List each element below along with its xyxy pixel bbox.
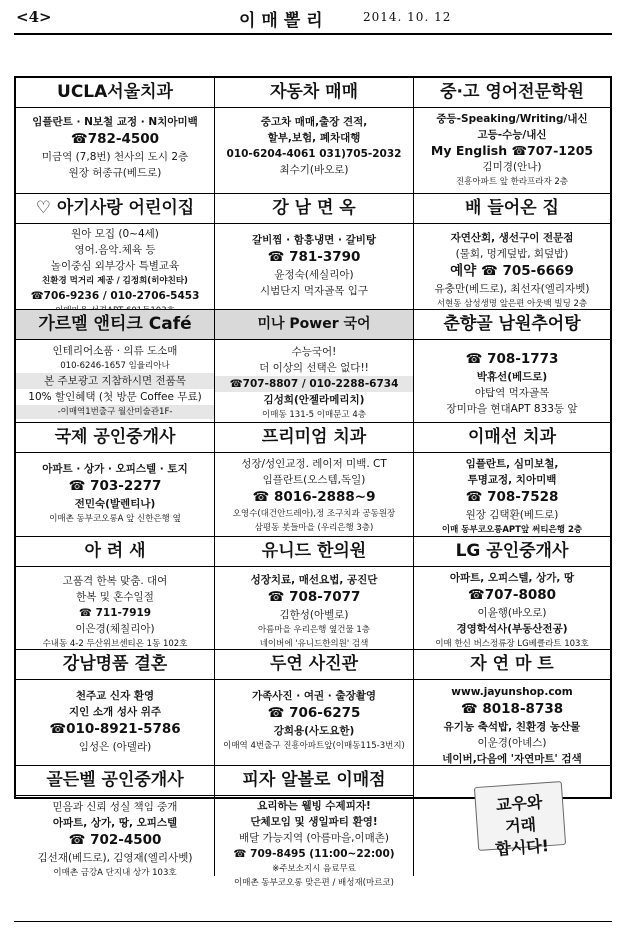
ad-line: 중등-Speaking/Writing/내신 [436, 113, 588, 125]
stamp-line: 합시다! [494, 836, 550, 859]
ad-phone: 예약 ☎ 705-6669 [450, 263, 574, 279]
ad-title: 아 려 새 [16, 537, 214, 567]
ad-line: 원아 모집 (0~4세) [71, 228, 159, 240]
ad-line: 강희용(사도요한) [273, 725, 355, 737]
ad-line: 박휴선(베드로) [476, 371, 548, 383]
ad-line: 유충만(베드로), 최선자(엘리자벳) [434, 283, 590, 295]
ad-unid-clinic [215, 537, 414, 650]
ad-gangnam-myeonok [215, 194, 414, 310]
ad-line: 김한성(아벨로) [279, 609, 349, 621]
ad-line: 이매촌 동부코오롱 맞은편 / 배성재(마르코) [234, 878, 394, 888]
ad-line: 오영수(대건안드레아),정 조구치과 공동원장 [232, 509, 396, 519]
ad-line: 수내동 4-2 두산위브센티온 1동 102호 [42, 639, 188, 649]
ad-line: 가족사진 · 여권 · 출장촬영 [251, 690, 377, 702]
ad-title: LG 공인중개사 [414, 537, 610, 567]
ad-phone: ☎ 706-6275 [267, 705, 361, 721]
ad-line: 시범단지 먹자골목 입구 [259, 285, 369, 297]
ad-line: 요리하는 웰빙 수제피자! [257, 800, 371, 812]
ad-phone: ☎ 702-4500 [68, 832, 162, 848]
ad-ucla-dental [16, 78, 215, 194]
ad-line: 투명교정, 치아미백 [467, 474, 557, 486]
ad-title: UCLA서울치과 [16, 78, 214, 108]
ad-title: 유니드 한의원 [215, 537, 413, 567]
ad-line: 이매 동부코오롱APT앞 써티은행 2층 [441, 525, 583, 535]
ad-title: 골든벨 공인중개사 [16, 766, 214, 796]
ad-title: 배 들어온 집 [414, 194, 610, 224]
ad-line: 아파트, 상가, 땅, 오피스텔 [52, 817, 178, 829]
ad-title: 미나 Power 국어 [215, 310, 413, 340]
ad-line: 이윤행(바오로) [477, 607, 547, 619]
ad-line: 네이버에 '유니드한의원' 검색 [259, 639, 369, 649]
ad-line: 장미마을 현대APT 833동 앞 [446, 403, 578, 415]
ad-title: 이매선 치과 [414, 423, 610, 453]
ad-line: 이운경(아녜스) [477, 737, 547, 749]
ad-line: 영어.음악.체육 등 [74, 244, 156, 256]
ad-line: 임플란트, 심미보철, [465, 458, 559, 470]
ad-phone: ☎ 708-7077 [267, 589, 361, 605]
ad-line: 더 이상의 선택은 없다!! [259, 362, 369, 374]
ad-line: 임성은 (아델라) [78, 741, 152, 753]
ad-line: 아파트, 오피스텔, 상가, 땅 [449, 572, 575, 584]
ad-line: 중고차 매매,출장 견적, [260, 116, 368, 128]
ad-title: 국제 공인중개사 [16, 423, 214, 453]
ad-title: 자동차 매매 [215, 78, 413, 108]
trade-stamp [474, 781, 566, 859]
ad-line: 유기농 축석밥, 친환경 농산물 [443, 721, 581, 733]
ad-line: -이매역1번출구 월산미술관1F- [16, 405, 214, 419]
ad-trade-with-parishioners [414, 766, 610, 876]
ad-line: 지인 소개 성사 위주 [68, 706, 162, 718]
ad-phone: ☎ 708-7528 [465, 489, 559, 505]
ad-line: 할부,보험, 폐차대행 [267, 132, 361, 144]
stamp-line: 거래 [504, 814, 537, 837]
ad-line: 김미경(안나) [482, 161, 542, 173]
footer-rule [14, 921, 612, 922]
ad-line: 진흥아파트 앞 한라프라자 2층 [455, 177, 569, 187]
ad-line: 성장치료, 매선요법, 공진단 [250, 574, 378, 586]
ad-line: 친환경 먹거리 제공 / 김정희(히야친타) [42, 276, 188, 286]
ad-line: 전민숙(발렌티나) [74, 498, 156, 510]
ad-line: ※주보소지시 음료무료 [272, 864, 356, 874]
ad-matchmaking [16, 650, 215, 766]
ad-line: 단체모임 및 생일파티 환영! [250, 816, 378, 828]
ad-line: 경영학석사(부동산전공) [456, 623, 568, 635]
ad-line: 네이버,다음에 '자연마트' 검색 [442, 753, 582, 765]
ad-line: 이매촌 동부코오롱A 앞 신한은행 옆 [49, 514, 181, 524]
stamp-line: 교우와 [495, 792, 543, 815]
ad-line: 이매 한신 버스정류장 LG베클라트 103호 [435, 639, 589, 649]
ad-english-academy [414, 78, 610, 194]
ad-line: 아름마을 우리은행 옆건물 1층 [257, 625, 371, 635]
ad-line: 010-6246-1657 임율리아나 [60, 361, 170, 371]
ad-loach-soup [414, 310, 610, 423]
ad-title: 피자 알볼로 이매점 [215, 766, 413, 796]
ad-title: 자 연 마 트 [414, 650, 610, 680]
ad-line: 놀이중심 외부강사 특별교육 [50, 260, 180, 272]
ad-imaesun-dental [414, 423, 610, 537]
ad-line: 천주교 신자 환영 [75, 690, 155, 702]
ad-car-dealer [215, 78, 414, 194]
ad-jayun-mart [414, 650, 610, 766]
page-number: <4> [16, 8, 52, 26]
ad-carmel-antique [16, 310, 215, 423]
ad-phone: ☎707-8807 / 010-2288-6734 [215, 376, 413, 392]
ad-line: 이은경(체칠리아) [75, 623, 155, 635]
ad-line: www.jayunshop.com [451, 686, 573, 698]
ad-phone: ☎010-8921-5786 [49, 721, 181, 737]
ad-line: 이매촌 금강A 단지내 상가 103호 [53, 868, 177, 878]
header-rule [14, 33, 612, 35]
ad-goldenbell-realty [16, 766, 215, 876]
ad-line: 이매역 4번출구 진흥아파트앞(이매동115-3번지) [223, 741, 405, 751]
ad-title: 두연 사진관 [215, 650, 413, 680]
ad-line: (물회, 멍게덮밥, 회덮밥) [455, 248, 569, 260]
ad-line: 임플란트 · N보철 교정 · N치아미백 [32, 116, 198, 128]
ad-lg-realty [414, 537, 610, 650]
ad-daycare [16, 194, 215, 310]
ad-title: ♡ 아기사랑 어린이집 [16, 194, 214, 224]
ad-line: 자연산회, 생선구이 전문점 [450, 232, 574, 244]
ad-phone: ☎ 781-3790 [267, 249, 361, 265]
ad-photo-studio [215, 650, 414, 766]
ad-seafood-restaurant [414, 194, 610, 310]
ad-title: 중·고 영어전문학원 [414, 78, 610, 108]
ad-line: 원장 허종규(베드로) [68, 167, 162, 179]
ad-phone: ☎ 703-2277 [68, 478, 162, 494]
ad-title: 프리미엄 치과 [215, 423, 413, 453]
ad-phone: ☎706-9236 / 010-2706-5453 [30, 290, 200, 302]
ad-pizza-alvolo [215, 766, 414, 888]
ad-line: 아파트 · 상가 · 오피스텔 · 토지 [42, 463, 188, 475]
ad-line: 고등-수능/내신 [477, 129, 547, 141]
ad-line: 고품격 한복 맞춤. 대여 [62, 575, 168, 587]
ad-line: 윤정숙(세실리아) [274, 269, 354, 281]
ad-line: 갈비찜 · 함흥냉면 · 갈비탕 [251, 234, 377, 246]
ad-gukje-realty [16, 423, 215, 537]
ad-line: 원장 김택환(베드로) [465, 509, 559, 521]
page-header [14, 6, 612, 30]
ad-line: 성장/성인교정. 레이저 미백. CT [241, 458, 387, 470]
ad-title: 강남명품 결혼 [16, 650, 214, 680]
ad-line: 이매동 131-5 이매문고 4층 [262, 410, 366, 420]
ad-line: 김선재(베드로), 김영재(엘리사벳) [37, 852, 193, 864]
ad-line: 서현동 삼성생명 앞은편 아웃백 빌딩 2층 [436, 299, 588, 309]
ad-line: 삼평동 봇들마을 (우리은행 3층) [254, 523, 374, 533]
ad-phone: ☎ 709-8495 (11:00~22:00) [233, 848, 395, 860]
ad-title: 가르멜 앤티크 Café [16, 310, 214, 340]
ad-line: 인테리어소품 · 의류 도소매 [52, 345, 178, 357]
ad-phone: ☎ 708-1773 [465, 351, 559, 367]
ad-title: 강 남 면 옥 [215, 194, 413, 224]
ad-line: 한복 및 혼수일절 [76, 591, 154, 603]
ad-phone: My English ☎707-1205 [430, 143, 594, 158]
ad-line: 임플란트(오스템,독일) [262, 474, 366, 486]
ad-phone: ☎782-4500 [70, 131, 160, 147]
ad-premium-dental [215, 423, 414, 537]
ad-hanbok [16, 537, 215, 650]
ad-phone: ☎ 8018-8738 [460, 701, 564, 717]
ad-line: 믿음과 신뢰 성실 책임 중개 [52, 801, 178, 813]
ad-line: 야탑역 먹자골목 [474, 387, 550, 399]
ad-phone: 010-6204-4061 031)705-2032 [226, 148, 402, 160]
ad-line: 김성희(안젤라메리치) [263, 394, 365, 406]
ad-phone: ☎ 711-7919 [78, 607, 152, 619]
ad-line: 배달 가능지역 (아름마을,이매촌) [238, 832, 390, 844]
ad-phone: ☎707-8080 [467, 587, 557, 603]
ad-title: 춘향골 남원추어탕 [414, 310, 610, 340]
ad-line: 본 주보광고 지참하시면 전품목 [16, 373, 214, 389]
ad-line: 10% 할인혜택 (첫 방문 Coffee 무료) [28, 391, 202, 403]
ad-phone: ☎ 8016-2888~9 [252, 489, 376, 505]
ad-line: 수능국어! [291, 346, 337, 358]
ad-line: 최수기(바오로) [279, 164, 349, 176]
ad-power-korean [215, 310, 414, 423]
issue-date: 2014. 10. 12 [363, 10, 452, 24]
ad-line: 미금역 (7,8번) 천사의 도시 2층 [41, 151, 189, 163]
ad-grid [14, 76, 612, 888]
newsletter-title: 이매뽈리 [239, 11, 329, 31]
